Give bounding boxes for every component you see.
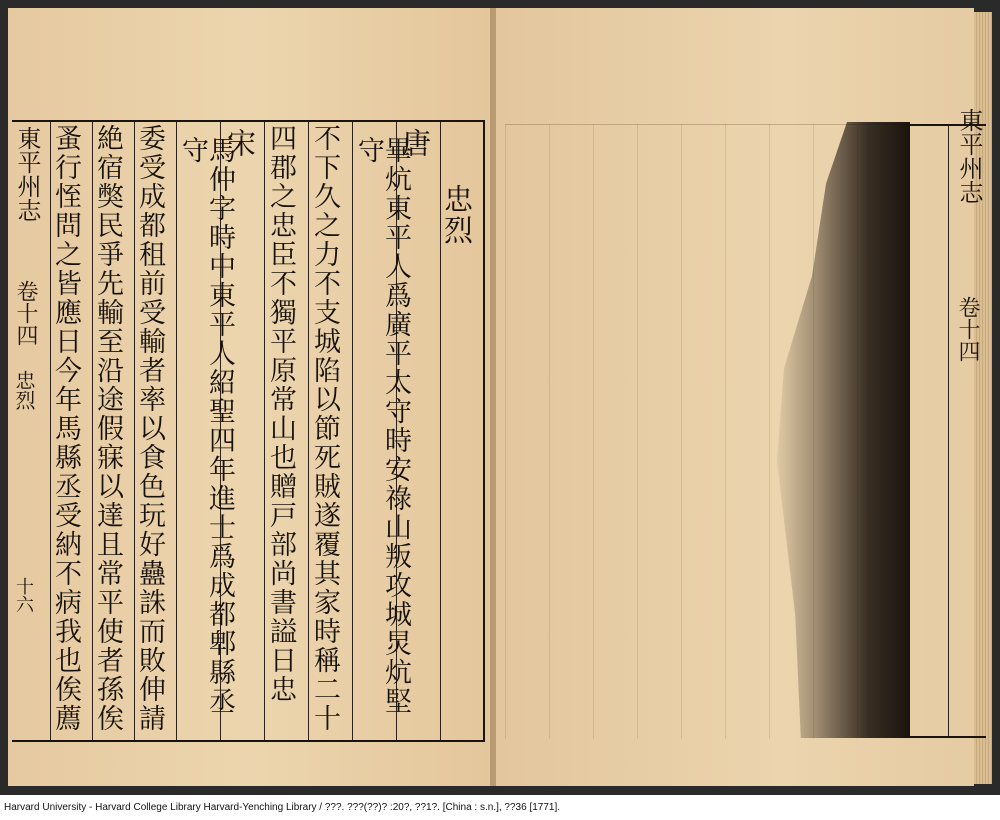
text-column-7: 蚤行恎問之皆應日今年馬縣丞受納不病我也俟薦 — [50, 124, 81, 733]
dynasty-tang: 唐 — [398, 128, 432, 159]
dynasty-song: 宋 — [223, 128, 257, 159]
section-heading: 忠烈 — [440, 184, 474, 246]
text-frame-left — [12, 120, 485, 742]
text-column-4: 馬仲字時中東平人紹聖四年進士爲成都郫縣丞守 — [177, 136, 235, 716]
text-column-5: 委受成都租前受輸者率以食色玩好蠱誅而敗伸請 — [134, 124, 165, 733]
text-column-3: 四郡之忠臣不獨平原常山也贈戸部尚書謚日忠 — [265, 124, 296, 704]
text-column-1: 畢炕東平人爲廣平太守時安祿山叛攻城炅炕堅守 — [353, 136, 411, 716]
text-column-2: 不下久之力不支城陷以節死賊遂覆其家時稱二十 — [309, 124, 340, 733]
volume-mark-left: 卷十四 — [13, 280, 38, 346]
column-rule — [352, 122, 353, 740]
text-frame-right — [904, 108, 986, 738]
section-mark-left: 忠烈 — [12, 370, 36, 410]
volume-mark-right: 卷十四 — [955, 296, 980, 362]
column-rule — [176, 122, 177, 740]
column-rule — [948, 126, 949, 736]
citation-footer: Harvard University - Harvard College Library Harvard-Yenching Library / ???. ???(??)? :20?, ??1?. [China : s.n.], ??36 [1771]. — [4, 802, 561, 813]
running-title-left: 東平州志 — [13, 126, 41, 222]
text-column-6: 絶宿獘民爭先輸至沿途假寐以達且常平使者孫俟 — [92, 124, 123, 733]
running-title-right: 東平州志 — [955, 108, 983, 204]
folio-number: 十六 — [13, 577, 34, 613]
